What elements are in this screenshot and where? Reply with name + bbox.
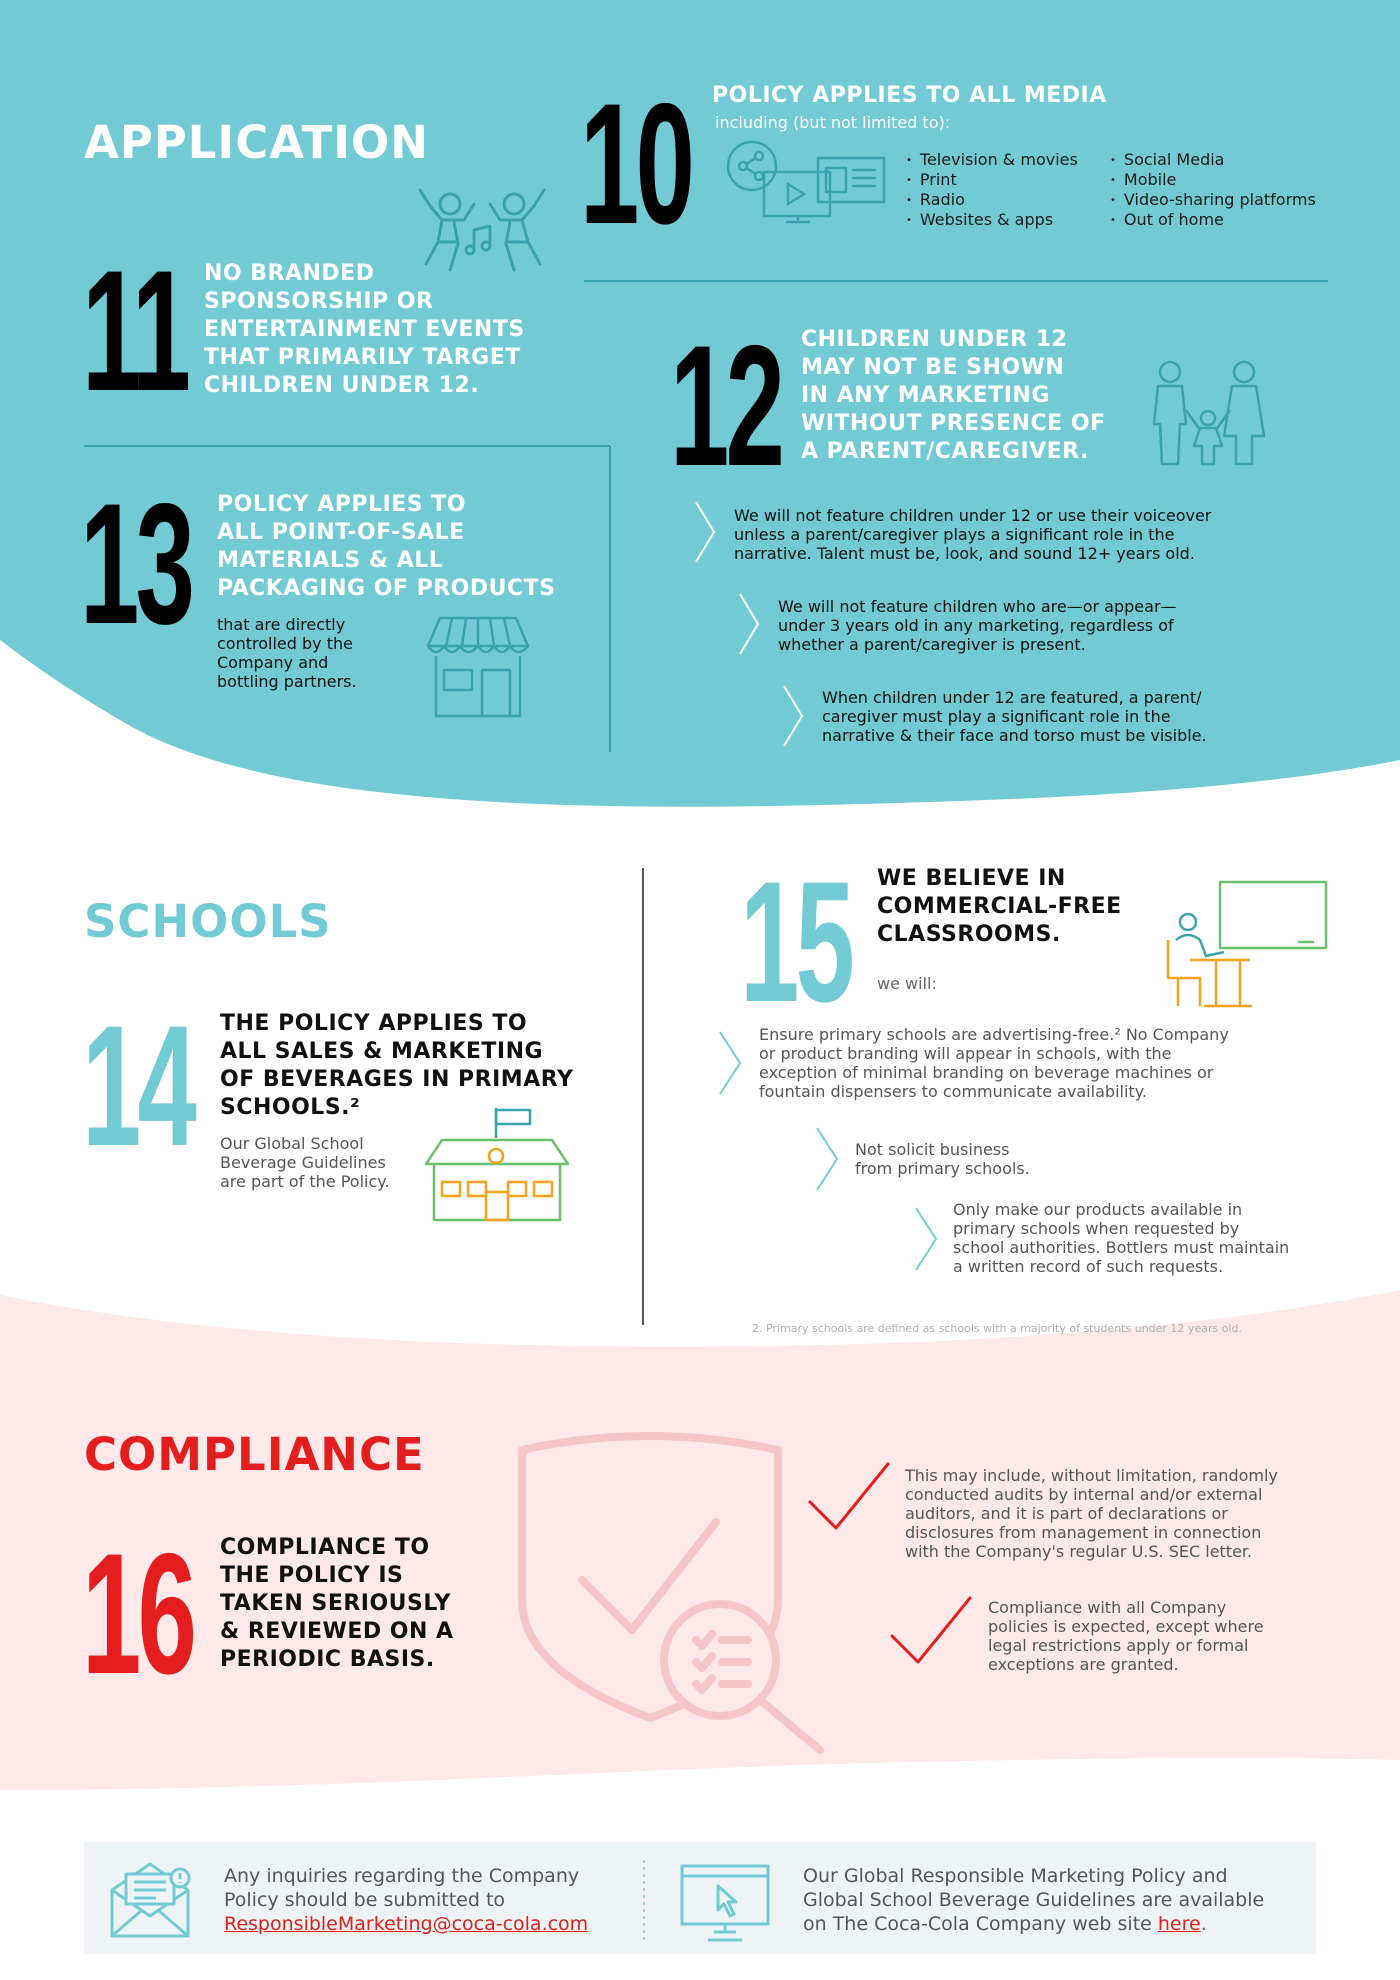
heading-line: NO BRANDED	[204, 261, 375, 286]
heading-line: SCHOOLS.²	[220, 1095, 361, 1120]
text-line: disclosures from management in connection	[905, 1523, 1262, 1542]
chevron-right-icon	[815, 1126, 839, 1192]
text-line: exceptions are granted.	[988, 1655, 1179, 1674]
schools-title: SCHOOLS	[84, 895, 332, 948]
heading-line: OF BEVERAGES IN PRIMARY	[220, 1067, 574, 1092]
text-line: a written record of such requests.	[953, 1257, 1224, 1276]
heading-line: IN ANY MARKETING	[801, 383, 1050, 408]
item-10-media-list-2	[1110, 150, 1316, 230]
computer-click-icon	[678, 1862, 772, 1942]
media-item: • Out of home	[1110, 210, 1316, 230]
text-line: unless a parent/caregiver plays a significant role in the	[734, 525, 1175, 544]
text-line: from primary schools.	[855, 1159, 1030, 1178]
chevron-right-icon	[914, 1206, 938, 1272]
heading-line: CHILDREN UNDER 12	[801, 327, 1068, 352]
item-12-number: 12	[670, 310, 782, 502]
item-12-heading	[801, 326, 1106, 466]
text-line: with the Company's regular U.S. SEC letter.	[905, 1542, 1253, 1561]
media-devices-icon	[726, 138, 890, 226]
item-11-heading	[204, 260, 525, 400]
heading-line: COMMERCIAL-FREE	[877, 894, 1122, 919]
storefront-icon	[426, 616, 530, 720]
text-line: .	[1200, 1913, 1207, 1935]
shield-audit-icon	[510, 1430, 840, 1760]
compliance-bullet-1	[905, 1466, 1278, 1561]
item-15-heading	[877, 865, 1122, 949]
item-12-bullet-3	[822, 688, 1207, 745]
heading-line: THE POLICY APPLIES TO	[220, 1011, 528, 1036]
heading-line: WE BELIEVE IN	[877, 866, 1066, 891]
heading-line: PACKAGING OF PRODUCTS	[217, 576, 556, 601]
text-line: school authorities. Bottlers must maintain	[953, 1238, 1290, 1257]
text-line: When children under 12 are featured, a parent/	[822, 688, 1202, 707]
item-13-number: 13	[80, 468, 192, 660]
item-12-bullet-2	[778, 597, 1177, 654]
media-item: • Print	[906, 170, 1078, 190]
heading-line: POLICY APPLIES TO	[217, 492, 466, 517]
heading-line: A PARENT/CAREGIVER.	[801, 439, 1089, 464]
heading-line: CHILDREN UNDER 12.	[204, 373, 480, 398]
heading-line: WITHOUT PRESENCE OF	[801, 411, 1106, 436]
heading-line: THAT PRIMARILY TARGET	[204, 345, 521, 370]
item-15-bullet-1	[759, 1025, 1229, 1101]
checkmark-icon	[890, 1596, 972, 1666]
item-10-heading: POLICY APPLIES TO ALL MEDIA	[712, 83, 1107, 108]
text-line: Not solicit business	[855, 1140, 1010, 1159]
item-10-subheading: including (but not limited to):	[715, 113, 951, 132]
text-line: whether a parent/caregiver is present.	[778, 635, 1086, 654]
item-15-number: 15	[740, 846, 852, 1038]
text-line: Beverage Guidelines	[220, 1153, 386, 1172]
mail-icon	[108, 1860, 194, 1940]
heading-line: ALL POINT-OF-SALE	[217, 520, 465, 545]
website-link[interactable]: here	[1157, 1913, 1201, 1935]
text-line: Only make our products available in	[953, 1200, 1243, 1219]
text-line: Policy should be submitted to	[224, 1889, 506, 1911]
media-item: • Video-sharing platforms	[1110, 190, 1316, 210]
item-15-subtext: we will:	[877, 974, 937, 993]
text-line: Our Global School	[220, 1134, 364, 1153]
checkmark-icon	[808, 1462, 890, 1532]
text-line: Company and	[217, 653, 329, 672]
text-line: narrative. Talent must be, look, and sound 12+ years old.	[734, 544, 1195, 563]
footnote: 2. Primary schools are defined as schools with a majority of students under 12 years old.	[752, 1322, 1242, 1335]
text-line: controlled by the	[217, 634, 353, 653]
text-line: exception of minimal branding on beverage machines or	[759, 1063, 1214, 1082]
text-line: auditors, and it is part of declarations or	[905, 1504, 1228, 1523]
text-line: We will not feature children under 12 or use their voiceover	[734, 506, 1212, 525]
classroom-icon	[1164, 880, 1330, 1008]
email-link[interactable]: ResponsibleMarketing@coca-cola.com	[224, 1913, 589, 1935]
text-line: on The Coca-Cola Company web site	[803, 1913, 1158, 1935]
application-title: APPLICATION	[84, 116, 429, 169]
text-line: narrative & their face and torso must be visible.	[822, 726, 1207, 745]
item-13-subtext	[217, 615, 357, 691]
text-line: This may include, without limitation, randomly	[905, 1466, 1278, 1485]
item-10-media-list-1	[906, 150, 1078, 230]
compliance-bullet-2	[988, 1598, 1264, 1674]
chevron-right-icon	[718, 1030, 742, 1096]
heading-line: COMPLIANCE TO	[220, 1535, 430, 1560]
item-15-bullet-2	[855, 1140, 1030, 1178]
item-15-bullet-3	[953, 1200, 1289, 1276]
item-16-heading	[220, 1534, 454, 1674]
text-line: fountain dispensers to communicate availability.	[759, 1082, 1147, 1101]
text-line: are part of the Policy.	[220, 1172, 390, 1191]
footer-right-text	[803, 1864, 1264, 1936]
heading-line: & REVIEWED ON A	[220, 1619, 454, 1644]
text-line: caregiver must play a significant role in the	[822, 707, 1171, 726]
text-line: legal restrictions apply or formal	[988, 1636, 1249, 1655]
text-line: policies is expected, except where	[988, 1617, 1264, 1636]
heading-line: PERIODIC BASIS.	[220, 1647, 435, 1672]
compliance-title: COMPLIANCE	[84, 1428, 425, 1481]
chevron-right-icon	[694, 500, 716, 564]
item-10-number: 10	[580, 68, 692, 260]
family-icon	[1146, 360, 1268, 468]
chevron-right-icon	[738, 592, 760, 656]
item-14-subtext	[220, 1134, 390, 1191]
media-item: • Websites & apps	[906, 210, 1078, 230]
heading-line: MATERIALS & ALL	[217, 548, 444, 573]
heading-line: TAKEN SERIOUSLY	[220, 1591, 451, 1616]
heading-line: MAY NOT BE SHOWN	[801, 355, 1065, 380]
text-line: or product branding will appear in schools, with the	[759, 1044, 1172, 1063]
item-13-heading	[217, 491, 556, 603]
text-line: Any inquiries regarding the Company	[224, 1865, 580, 1887]
media-item: • Social Media	[1110, 150, 1316, 170]
text-line: conducted audits by internal and/or external	[905, 1485, 1263, 1504]
media-item: • Radio	[906, 190, 1078, 210]
footer-left-text	[224, 1864, 588, 1936]
text-line: under 3 years old in any marketing, regardless of	[778, 616, 1174, 635]
heading-line: ENTERTAINMENT EVENTS	[204, 317, 525, 342]
heading-line: THE POLICY IS	[220, 1563, 404, 1588]
text-line: Compliance with all Company	[988, 1598, 1227, 1617]
text-line: We will not feature children who are—or appear—	[778, 597, 1177, 616]
text-line: Our Global Responsible Marketing Policy and	[803, 1865, 1228, 1887]
item-12-bullet-1	[734, 506, 1211, 563]
heading-line: SPONSORSHIP OR	[204, 289, 434, 314]
text-line: primary schools when requested by	[953, 1219, 1240, 1238]
media-item: • Mobile	[1110, 170, 1316, 190]
text-line: that are directly	[217, 615, 346, 634]
item-16-number: 16	[82, 1518, 194, 1710]
text-line: Global School Beverage Guidelines are available	[803, 1889, 1265, 1911]
item-11-number: 11	[82, 235, 188, 427]
divider-dotted	[642, 1860, 646, 1942]
school-building-icon	[424, 1106, 570, 1224]
media-item: • Television & movies	[906, 150, 1078, 170]
text-line: Ensure primary schools are advertising-free.² No Company	[759, 1025, 1229, 1044]
chevron-right-icon	[782, 684, 804, 748]
item-14-number: 14	[82, 990, 194, 1182]
heading-line: ALL SALES & MARKETING	[220, 1039, 544, 1064]
text-line: bottling partners.	[217, 672, 357, 691]
heading-line: CLASSROOMS.	[877, 922, 1061, 947]
